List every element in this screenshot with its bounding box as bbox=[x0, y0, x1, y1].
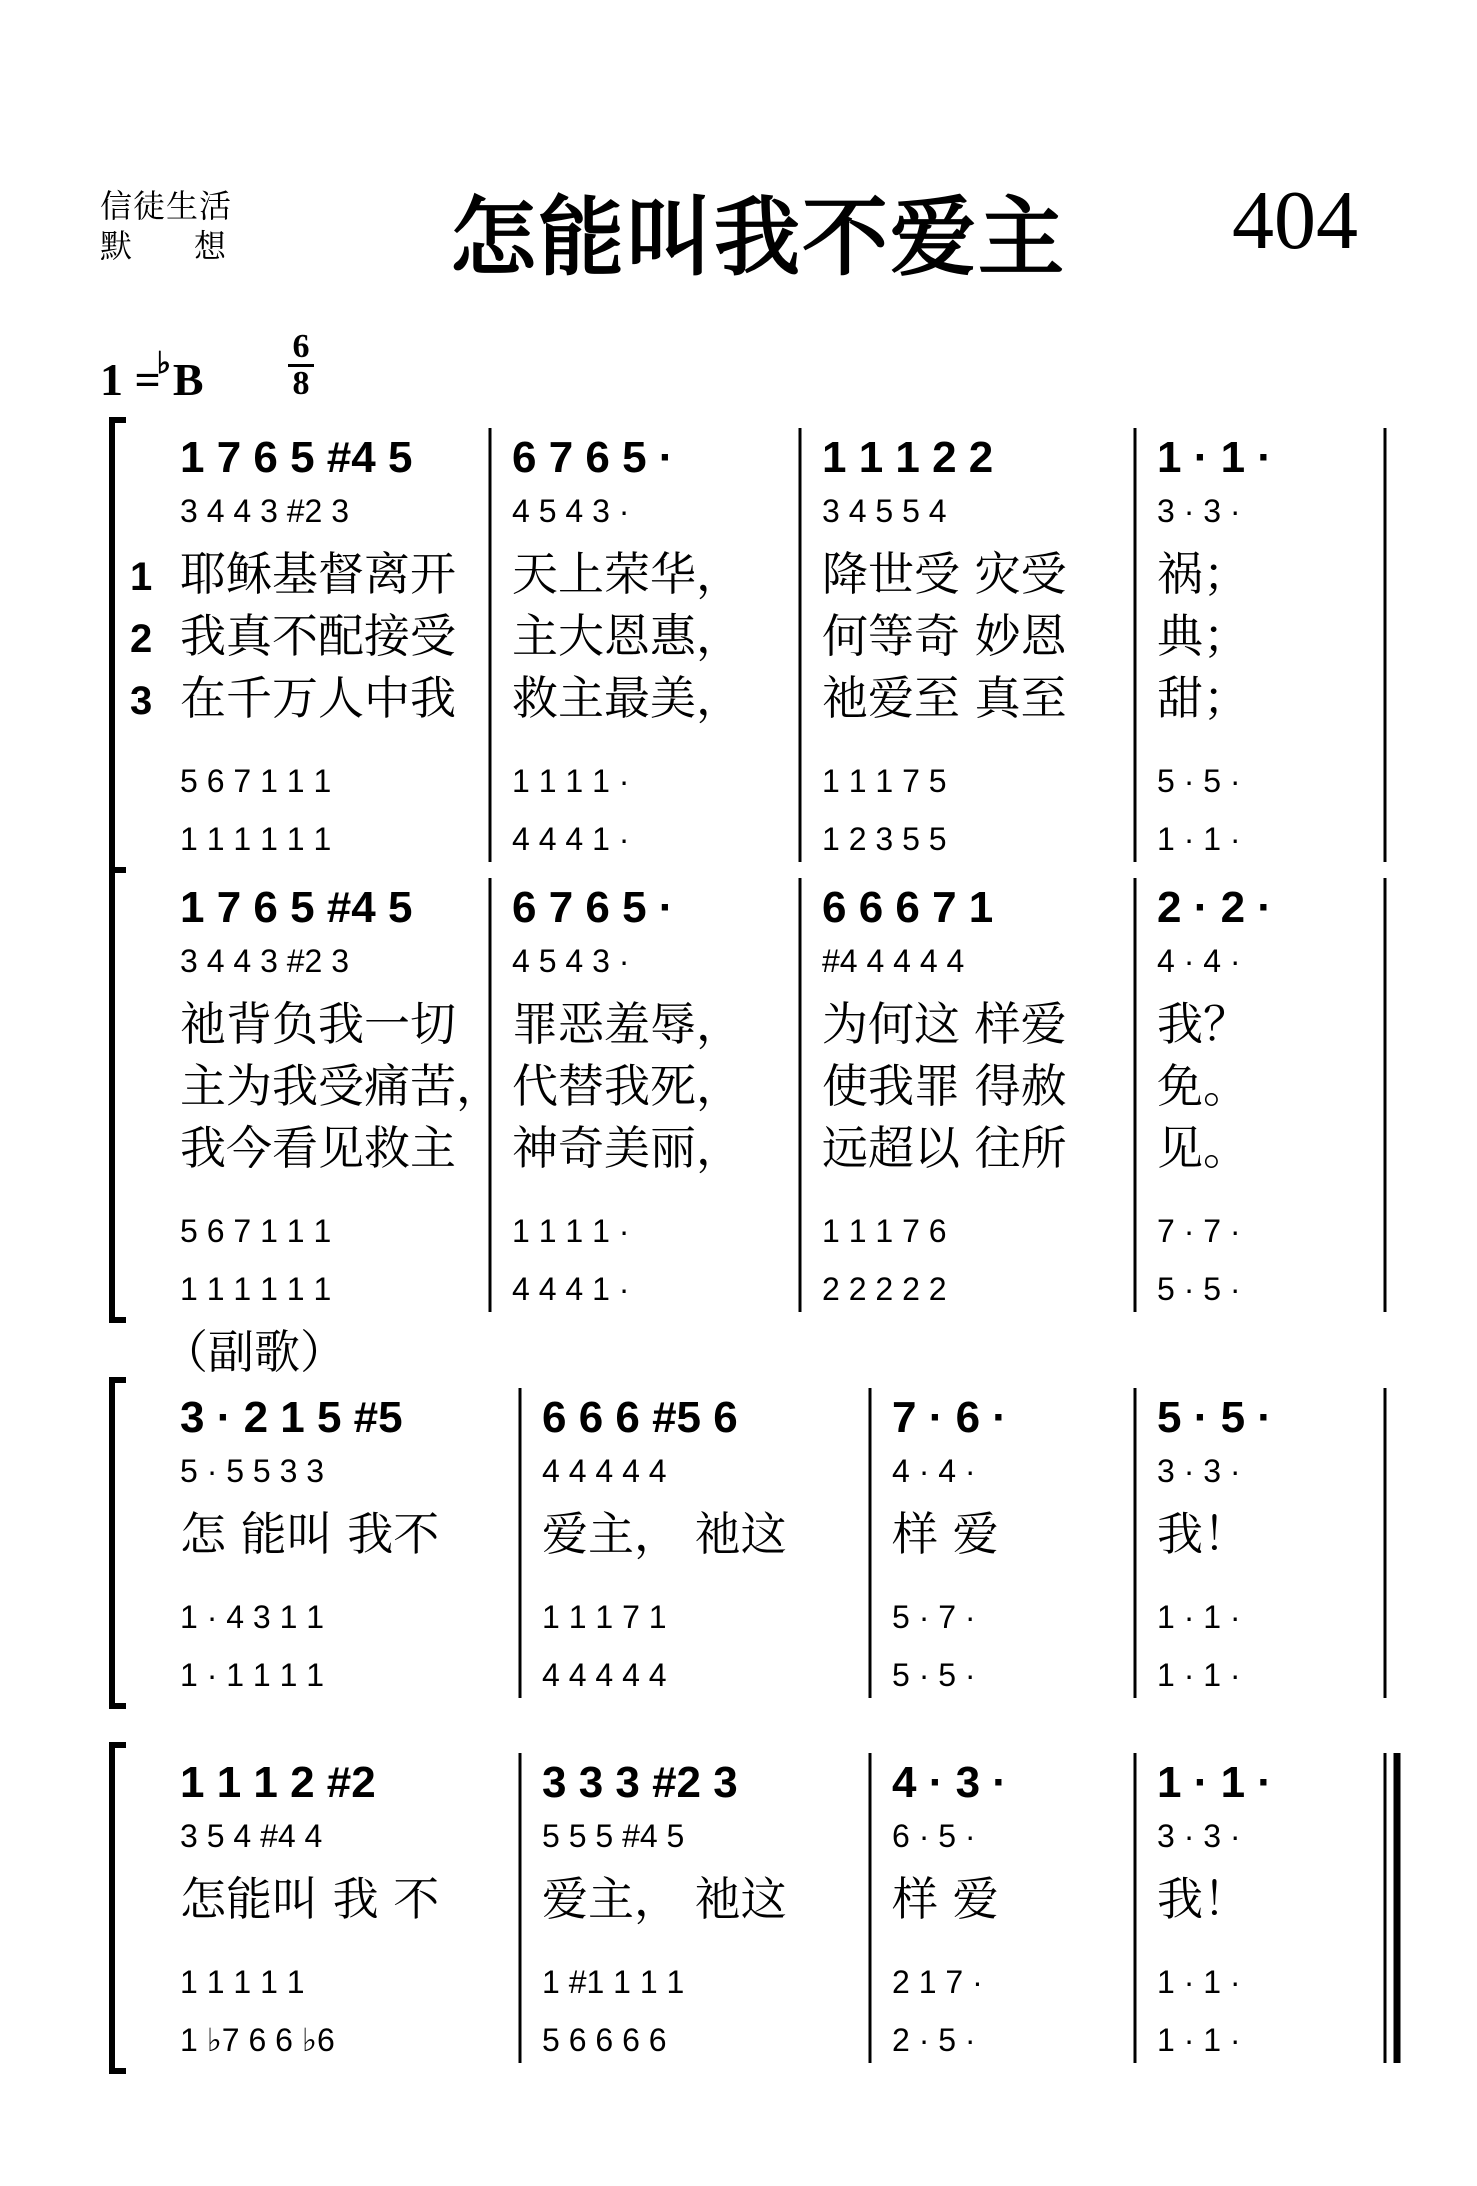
lyric-text: 祂爱至 真至 bbox=[822, 671, 1067, 725]
lyric-text: 罪恶羞辱， bbox=[512, 997, 742, 1051]
verse-number: 2 bbox=[130, 617, 153, 661]
bass-notes: 1 ♭7 6 6 ♭6 bbox=[180, 2022, 335, 2058]
bass-notes: 1 · 1 · bbox=[1157, 2022, 1241, 2058]
alto-notes: 3 · 3 · bbox=[1157, 493, 1241, 529]
melody-notes: 6 6 6 7 1 bbox=[822, 883, 994, 932]
tenor-notes: 1 1 1 1 · bbox=[512, 763, 630, 799]
key-note: B bbox=[172, 354, 204, 405]
lyric-text: 在千万人中我 bbox=[180, 671, 456, 725]
tenor-notes: 1 · 1 · bbox=[1157, 1964, 1241, 2000]
lyric-text: 救主最美， bbox=[512, 671, 742, 725]
lyric-text: 甜； bbox=[1157, 671, 1249, 725]
tenor-notes: 1 #1 1 1 1 bbox=[542, 1964, 685, 2000]
lyric-text: 主大恩惠， bbox=[512, 609, 742, 663]
melody-notes: 3 · 2 1 5 #5 bbox=[180, 1393, 403, 1442]
verse-number: 1 bbox=[130, 555, 153, 599]
alto-notes: #4 4 4 4 4 bbox=[822, 943, 965, 979]
credit-lyrics: 信徒生活 bbox=[100, 187, 233, 225]
melody-notes: 6 6 6 #5 6 bbox=[542, 1393, 738, 1442]
alto-notes: 3 · 3 · bbox=[1157, 1818, 1241, 1854]
melody-notes: 7 · 6 · bbox=[892, 1393, 1007, 1442]
key-prefix: 1 = bbox=[100, 354, 161, 405]
lyric-text: 降世受 灾受 bbox=[822, 547, 1067, 601]
bass-notes: 5 6 6 6 6 bbox=[542, 2022, 667, 2058]
lyric-text: 见。 bbox=[1157, 1121, 1249, 1175]
alto-notes: 4 5 4 3 · bbox=[512, 493, 630, 529]
lyric-text: 我真不配接受 bbox=[180, 609, 456, 663]
lyric-text: 使我罪 得赦 bbox=[822, 1059, 1067, 1113]
tenor-notes: 5 · 7 · bbox=[892, 1599, 976, 1635]
alto-notes: 4 · 4 · bbox=[1157, 943, 1241, 979]
alto-notes: 3 4 4 3 #2 3 bbox=[180, 943, 350, 979]
tenor-notes: 1 1 1 1 1 bbox=[180, 1964, 305, 2000]
tenor-notes: 5 6 7 1 1 1 bbox=[180, 763, 332, 799]
alto-notes: 3 5 4 #4 4 bbox=[180, 1818, 323, 1854]
bass-notes: 1 2 3 5 5 bbox=[822, 821, 947, 857]
lyric-text: 为何这 样爱 bbox=[822, 997, 1067, 1051]
credit-author: 默想 bbox=[100, 227, 289, 265]
flat-sign: ♭ bbox=[156, 347, 171, 380]
tenor-notes: 1 · 4 3 1 1 bbox=[180, 1599, 325, 1635]
bass-notes: 5 · 5 · bbox=[892, 1657, 976, 1693]
alto-notes: 3 4 4 3 #2 3 bbox=[180, 493, 350, 529]
lyric-text: 神奇美丽， bbox=[512, 1121, 742, 1175]
lyric-text: 爱主， 祂这 bbox=[542, 1507, 787, 1561]
bass-notes: 1 1 1 1 1 1 bbox=[180, 821, 332, 857]
bass-notes: 4 4 4 1 · bbox=[512, 821, 630, 857]
lyric-text: 爱主， 祂这 bbox=[542, 1872, 787, 1926]
lyric-text: 我今看见救主 bbox=[180, 1121, 456, 1175]
melody-notes: 1 7 6 5 #4 5 bbox=[180, 883, 413, 932]
tenor-notes: 1 · 1 · bbox=[1157, 1599, 1241, 1635]
lyric-text: 样 爱 bbox=[892, 1872, 999, 1926]
lyric-text: 我！ bbox=[1157, 1507, 1249, 1561]
tenor-notes: 5 · 5 · bbox=[1157, 763, 1241, 799]
tenor-notes: 7 · 7 · bbox=[1157, 1213, 1241, 1249]
bass-notes: 4 4 4 1 · bbox=[512, 1271, 630, 1307]
system-bracket bbox=[112, 1745, 126, 2071]
melody-notes: 5 · 5 · bbox=[1157, 1393, 1272, 1442]
alto-notes: 4 5 4 3 · bbox=[512, 943, 630, 979]
bass-notes: 1 · 1 1 1 1 bbox=[180, 1657, 325, 1693]
tenor-notes: 5 6 7 1 1 1 bbox=[180, 1213, 332, 1249]
bass-notes: 1 · 1 · bbox=[1157, 1657, 1241, 1693]
melody-notes: 6 7 6 5 · bbox=[512, 883, 674, 932]
lyric-text: 天上荣华， bbox=[512, 547, 742, 601]
alto-notes: 4 · 4 · bbox=[892, 1453, 976, 1489]
lyric-text: 我！ bbox=[1157, 1872, 1249, 1926]
alto-notes: 6 · 5 · bbox=[892, 1818, 976, 1854]
meter-top: 6 bbox=[288, 330, 314, 367]
melody-notes: 1 · 1 · bbox=[1157, 1758, 1272, 1807]
bass-notes: 5 · 5 · bbox=[1157, 1271, 1241, 1307]
tenor-notes: 1 1 1 7 1 bbox=[542, 1599, 667, 1635]
lyric-text: 典； bbox=[1157, 609, 1249, 663]
lyric-text: 怎能叫 我 不 bbox=[180, 1872, 440, 1926]
tenor-notes: 1 1 1 7 6 bbox=[822, 1213, 947, 1249]
melody-notes: 2 · 2 · bbox=[1157, 883, 1272, 932]
melody-notes: 4 · 3 · bbox=[892, 1758, 1007, 1807]
bass-notes: 1 · 1 · bbox=[1157, 821, 1241, 857]
alto-notes: 5 · 5 5 3 3 bbox=[180, 1453, 325, 1489]
system-bracket bbox=[112, 870, 126, 1320]
lyric-text: 主为我受痛苦， bbox=[180, 1059, 502, 1113]
bass-notes: 2 · 5 · bbox=[892, 2022, 976, 2058]
bass-notes: 4 4 4 4 4 bbox=[542, 1657, 667, 1693]
lyric-text: 怎 能叫 我不 bbox=[180, 1507, 440, 1561]
lyric-text: 耶稣基督离开 bbox=[180, 547, 456, 601]
lyric-text: 远超以 往所 bbox=[822, 1121, 1067, 1175]
lyric-text: 样 爱 bbox=[892, 1507, 999, 1561]
melody-notes: 1 1 1 2 2 bbox=[822, 433, 994, 482]
alto-notes: 3 · 3 · bbox=[1157, 1453, 1241, 1489]
lyric-text: 我？ bbox=[1157, 997, 1249, 1051]
alto-notes: 5 5 5 #4 5 bbox=[542, 1818, 685, 1854]
bass-notes: 1 1 1 1 1 1 bbox=[180, 1271, 332, 1307]
chorus-label: （副歌） bbox=[162, 1325, 346, 1379]
bass-notes: 2 2 2 2 2 bbox=[822, 1271, 947, 1307]
lyric-text: 何等奇 妙恩 bbox=[822, 609, 1067, 663]
melody-notes: 1 7 6 5 #4 5 bbox=[180, 433, 413, 482]
lyric-text: 免。 bbox=[1157, 1059, 1249, 1113]
melody-notes: 1 · 1 · bbox=[1157, 433, 1272, 482]
lyric-text: 祂背负我一切 bbox=[180, 997, 456, 1051]
hymn-title: 怎能叫我不爱主 bbox=[450, 188, 1066, 288]
system-bracket bbox=[112, 1380, 126, 1706]
alto-notes: 4 4 4 4 4 bbox=[542, 1453, 667, 1489]
melody-notes: 3 3 3 #2 3 bbox=[542, 1758, 738, 1807]
melody-notes: 6 7 6 5 · bbox=[512, 433, 674, 482]
lyric-text: 代替我死， bbox=[512, 1059, 742, 1113]
hymn-number: 404 bbox=[1232, 174, 1358, 267]
meter-bottom: 8 bbox=[292, 365, 310, 402]
tenor-notes: 2 1 7 · bbox=[892, 1964, 983, 2000]
system-bracket bbox=[112, 420, 126, 870]
melody-notes: 1 1 1 2 #2 bbox=[180, 1758, 376, 1807]
lyric-text: 祸； bbox=[1157, 547, 1249, 601]
tenor-notes: 1 1 1 1 · bbox=[512, 1213, 630, 1249]
alto-notes: 3 4 5 5 4 bbox=[822, 493, 947, 529]
tenor-notes: 1 1 1 7 5 bbox=[822, 763, 947, 799]
verse-number: 3 bbox=[130, 679, 153, 723]
